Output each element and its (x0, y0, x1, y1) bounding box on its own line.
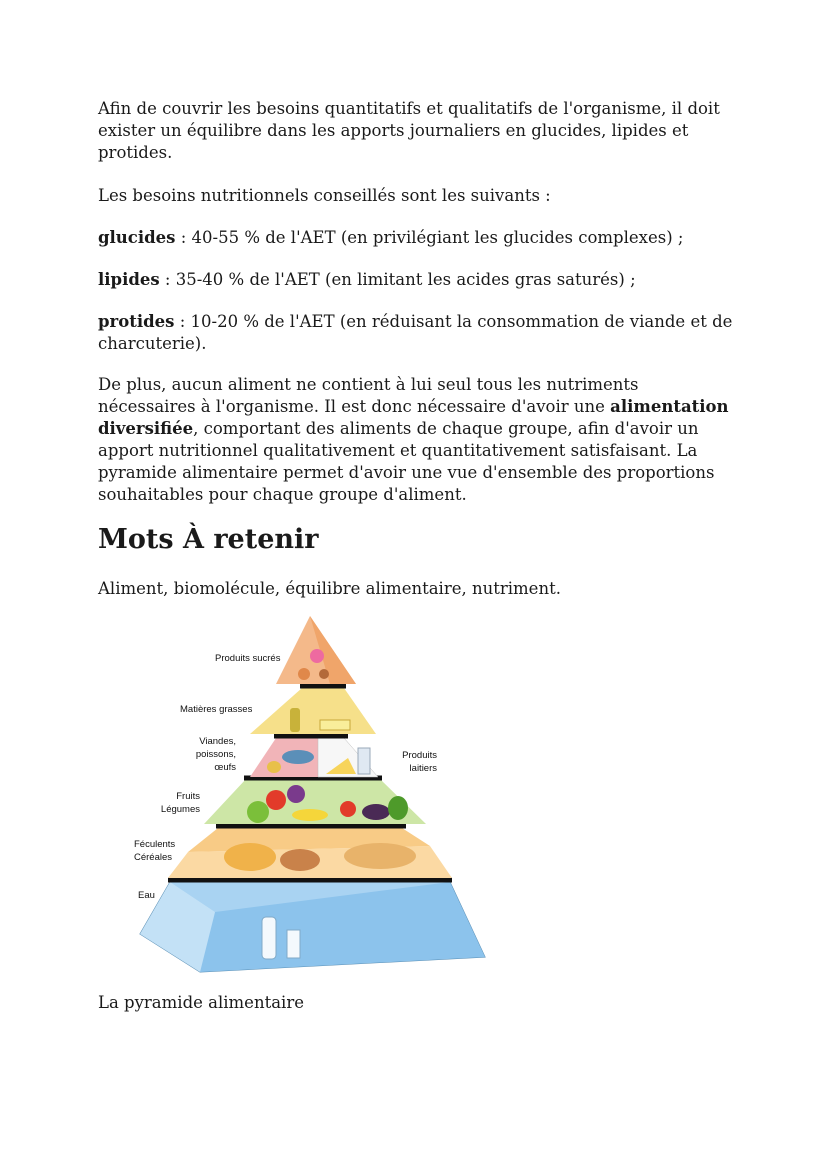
need-protides (98, 311, 738, 355)
diversity-text: De plus, aucun aliment ne contient à lui seul tous les nutriments nécessaires à l'organisme. Il est donc nécessaire d'avoir une (98, 375, 639, 416)
need-term: protides (98, 312, 175, 331)
intro-paragraph: Afin de couvrir les besoins quantitatifs et qualitatifs de l'organisme, il doit exister un équilibre dans les apports journaliers en glucides, lipides et protides. (98, 99, 720, 162)
donut-icon (298, 668, 310, 680)
keywords-heading: Mots À retenir (98, 524, 319, 555)
pyramid-label-water: Eau (138, 890, 155, 901)
candy-icon (310, 649, 324, 663)
tomato-icon (340, 801, 356, 817)
need-text: : 35-40 % de l'AET (en limitant les acides gras saturés) ; (159, 270, 636, 289)
need-text: : 40-55 % de l'AET (en privilégiant les glucides complexes) ; (175, 228, 684, 247)
need-lipides (98, 269, 738, 291)
oil-bottle-icon (290, 708, 300, 732)
diversity-paragraph (98, 374, 738, 506)
needs-intro: Les besoins nutritionnels conseillés sont les suivants : (98, 186, 551, 205)
pyramid-label-starches: Féculents Céréales (134, 839, 176, 863)
rice-bowl-icon (280, 849, 320, 871)
water-bottle-icon (262, 917, 276, 959)
pyramid-label-fruits: Fruits Légumes (160, 791, 200, 815)
pyramid-label-meat: Viandes, poissons, œufs (195, 736, 236, 773)
tomato-icon (266, 790, 286, 810)
butter-icon (320, 720, 350, 730)
figure-caption: La pyramide alimentaire (98, 993, 304, 1012)
milk-carton-icon (358, 748, 370, 774)
need-term: glucides (98, 228, 176, 247)
bread-icon (344, 843, 416, 869)
egg-icon (267, 761, 281, 773)
diversity-text: , comportant des aliments de chaque groupe, afin d'avoir un apport nutritionnel qualitativement et quantitativement satisfaisant. La pyramide alimentaire permet d'avoir une vue d'ensemble des proportions souhaitables pour chaque groupe d'aliment. (98, 419, 715, 504)
pyramid-label-fats: Matières grasses (180, 704, 253, 715)
fish-icon (282, 750, 314, 764)
need-text: : 10-20 % de l'AET (en réduisant la consommation de viande et de charcuterie). (98, 312, 733, 353)
need-term: lipides (98, 270, 160, 289)
salad-icon (388, 796, 408, 820)
potato-icon (224, 843, 276, 871)
water-glass-icon (287, 930, 300, 958)
grapes-icon (287, 785, 305, 803)
pyramid-label-sweets: Produits sucrés (215, 653, 281, 664)
eggplant-icon (362, 804, 390, 820)
banana-icon (292, 809, 328, 821)
need-glucides (98, 227, 738, 249)
cake-icon (319, 669, 329, 679)
pyramid-label-dairy: Produits laitiers (402, 750, 437, 774)
pyramid-tier-fats (250, 688, 376, 734)
diversity-bold: alimentation diversifiée (98, 397, 729, 438)
apple-icon (247, 801, 269, 823)
keywords-list: Aliment, biomolécule, équilibre alimentaire, nutriment. (98, 579, 561, 598)
